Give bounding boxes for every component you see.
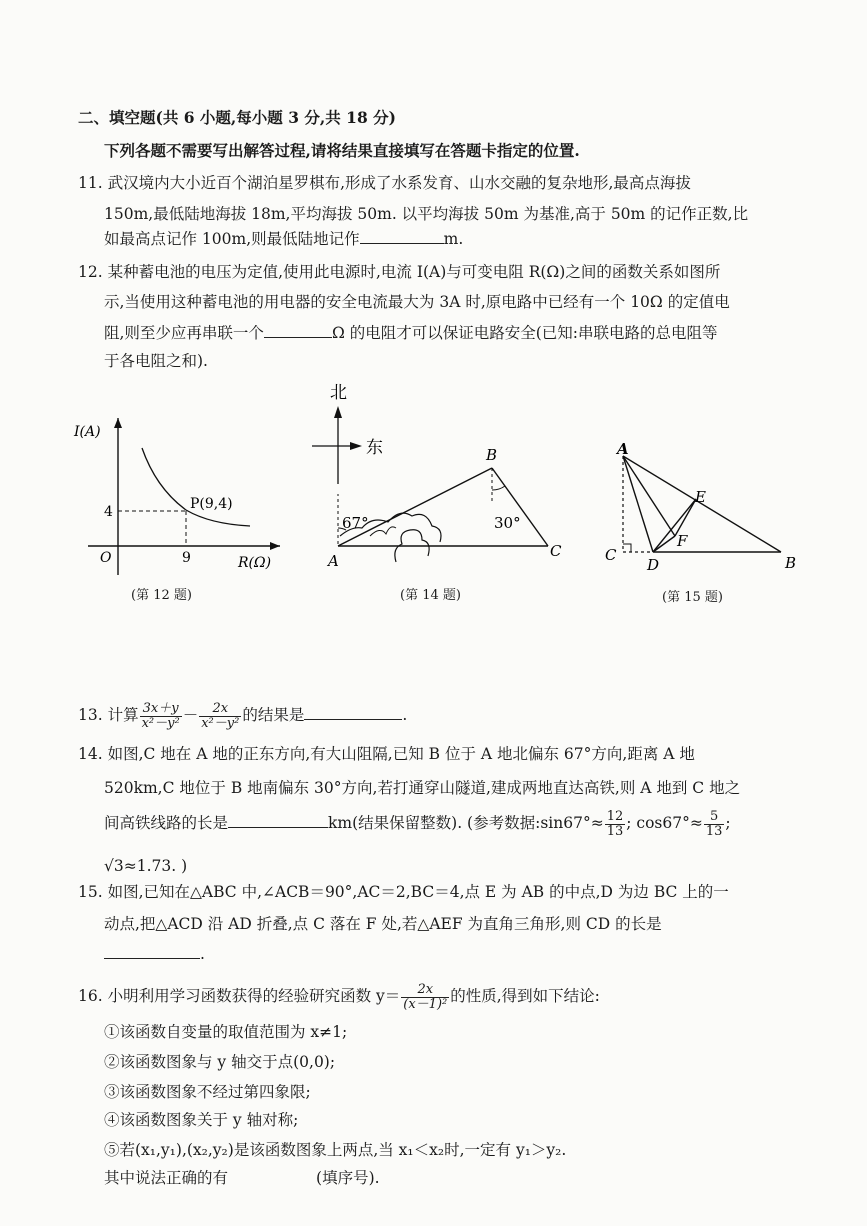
- q16-item-4: ④该函数图象关于 y 轴对称;: [104, 1111, 299, 1129]
- q15-answer-blank[interactable]: [104, 944, 200, 959]
- q16-item-3: ③该函数图象不经过第四象限;: [104, 1083, 311, 1101]
- fig14-north: 北: [330, 383, 347, 403]
- q16-suffix: 的性质,得到如下结论:: [450, 987, 600, 1005]
- q13-minus: －: [182, 706, 199, 724]
- q13-end: .: [402, 706, 408, 724]
- q13-f2-num: 2x: [199, 702, 241, 717]
- q16-item-5: ⑤若(x₁,y₁),(x₂,y₂)是该函数图象上两点,当 x₁＜x₂时,一定有 y₁＞y₂.: [104, 1141, 567, 1159]
- fig15-line-fe: [675, 499, 696, 536]
- fig12-x-arrow: [270, 542, 280, 550]
- section-instruction: 下列各题不需要写出解答过程,请将结果直接填写在答题卡指定的位置.: [104, 141, 580, 160]
- fig15-label-a: A: [617, 440, 629, 458]
- q14-cos-fraction: [704, 810, 725, 839]
- section-title: 二、填空题(共 6 小题,每小题 3 分,共 18 分): [78, 108, 396, 127]
- q13-answer-blank[interactable]: [304, 705, 402, 720]
- q16-f-den: (x－1)²: [403, 996, 448, 1012]
- q15-line2: 动点,把△ACD 沿 AD 折叠,点 C 落在 F 处,若△AEF 为直角三角形,则 CD 的长是: [104, 915, 662, 933]
- fig12-y-arrow: [114, 418, 122, 428]
- fig15-label-e: E: [695, 488, 706, 506]
- fig15-line-ad: [623, 456, 653, 552]
- q14-cos-num: 5: [704, 810, 725, 825]
- q11-line1: 11. 武汉境内大小近百个湖泊星罗棋布,形成了水系发育、山水交融的复杂地形,最高点海拔: [78, 174, 691, 192]
- fig14-label-b: B: [486, 446, 498, 464]
- q13-fraction-1: [140, 702, 182, 731]
- q11-text: 如最高点记作 100m,则最低陆地记作: [104, 230, 360, 248]
- q13-prefix: 13. 计算: [78, 706, 139, 724]
- q11-answer-blank[interactable]: [360, 229, 444, 244]
- q14-text-b: km(结果保留整数). (参考数据:sin67°≈: [328, 814, 604, 832]
- fig14-label-c: C: [550, 542, 562, 560]
- fig14-angle-b: 30°: [494, 514, 521, 532]
- fig14-east-arrow: [350, 442, 362, 450]
- fig12-x-tick: 9: [182, 550, 191, 566]
- q13-f2-den: x²－y²: [201, 715, 240, 731]
- fig12-xlabel: R(Ω): [238, 555, 272, 571]
- figure-14: [300, 376, 590, 576]
- fig14-label-a: A: [328, 552, 339, 570]
- fig15-right-angle: [623, 544, 631, 552]
- q14-line2: 520km,C 地位于 B 地南偏东 30°方向,若打通穿山隧道,建成两地直达高铁,则 A 地到 C 地之: [104, 779, 741, 797]
- q12-line2: 示,当使用这种蓄电池的用电器的安全电流最大为 3A 时,原电路中已经有一个 10Ω 的定值电: [104, 293, 730, 311]
- q16-final: [104, 1168, 380, 1188]
- q14-line1: 14. 如图,C 地在 A 地的正东方向,有大山阻隔,已知 B 位于 A 地北偏东 67°方向,距离 A 地: [78, 745, 695, 763]
- q12-line4: 于各电阻之和).: [104, 352, 208, 370]
- fig14-north-arrow: [334, 406, 342, 418]
- fig15-line-de: [653, 499, 696, 552]
- q13-f1-den: x²－y²: [141, 715, 180, 731]
- q13-fraction-2: [199, 702, 241, 731]
- q14-text-c: ; cos67°≈: [626, 814, 703, 832]
- q16-line1: [78, 978, 600, 1014]
- fig15-label-b: B: [785, 554, 797, 572]
- q14-line3: [104, 806, 731, 840]
- fig15-caption: (第 15 题): [662, 590, 723, 605]
- fig12-caption: (第 12 题): [131, 588, 192, 603]
- fig12-y-tick: 4: [104, 504, 113, 520]
- q14-line4: √3≈1.73. ): [104, 857, 188, 875]
- fig14-angle-a: 67°: [342, 514, 369, 532]
- figure-12: [70, 410, 290, 580]
- fig14-east: 东: [366, 438, 383, 458]
- q16-item-1: ①该函数自变量的取值范围为 x≠1;: [104, 1023, 348, 1041]
- q13-suffix: 的结果是: [242, 706, 305, 724]
- q16-item-2: ②该函数图象与 y 轴交于点(0,0);: [104, 1053, 336, 1071]
- fig14-angle-arc-b: [492, 486, 505, 490]
- fig12-point-label: P(9,4): [190, 496, 233, 512]
- fig15-label-c: C: [605, 546, 617, 564]
- q16-final-b: (填序号).: [316, 1169, 380, 1187]
- q12-text: 阻,则至少应再串联一个: [104, 324, 264, 342]
- q13-f1-num: 3x＋y: [140, 702, 182, 717]
- q12-line3: [104, 323, 718, 343]
- fig14-line-ab: [338, 468, 492, 546]
- q16-final-a: 其中说法正确的有: [104, 1169, 229, 1187]
- fig15-label-f: F: [677, 532, 688, 550]
- fig14-caption: (第 14 题): [400, 588, 461, 603]
- q12-line1: 12. 某种蓄电池的电压为定值,使用此电源时,电流 I(A)与可变电阻 R(Ω)之间的函数关系如图所: [78, 263, 721, 281]
- q14-sin-num: 12: [606, 808, 624, 824]
- q14-cos-den: 13: [705, 823, 723, 839]
- q14-text-a: 间高铁线路的长是: [104, 814, 229, 832]
- q14-text-d: ;: [725, 814, 731, 832]
- fig15-label-d: D: [647, 556, 660, 574]
- q14-answer-blank[interactable]: [228, 813, 328, 828]
- q12-text-b: Ω 的电阻才可以保证电路安全(已知:串联电路的总电阻等: [331, 324, 718, 342]
- question-13: [78, 698, 407, 732]
- q14-sin-den: 13: [606, 823, 624, 839]
- figure-15: [595, 440, 805, 580]
- q15-line1: 15. 如图,已知在△ABC 中,∠ACB＝90°,AC＝2,BC＝4,点 E 为 AB 的中点,D 为边 BC 上的一: [78, 883, 729, 901]
- q11-unit: m.: [443, 230, 464, 248]
- q11-line2: 150m,最低陆地海拔 18m,平均海拔 50m. 以平均海拔 50m 为基准,高于 50m 的记作正数,比: [104, 205, 749, 223]
- fig14-line-bc: [492, 468, 548, 546]
- q15-line3: [104, 944, 205, 964]
- fig12-origin: O: [100, 550, 112, 566]
- q12-answer-blank[interactable]: [264, 323, 332, 338]
- q16-f-num: 2x: [401, 983, 449, 998]
- q11-line3: [104, 229, 463, 249]
- fig15-line-af: [623, 456, 675, 536]
- fig12-curve: [142, 448, 250, 526]
- q16-fraction: [401, 983, 449, 1012]
- fig12-ylabel: I(A): [74, 424, 101, 440]
- q15-end: .: [200, 945, 205, 963]
- q14-sin-fraction: [605, 810, 626, 839]
- q16-prefix: 16. 小明利用学习函数获得的经验研究函数 y＝: [78, 987, 401, 1005]
